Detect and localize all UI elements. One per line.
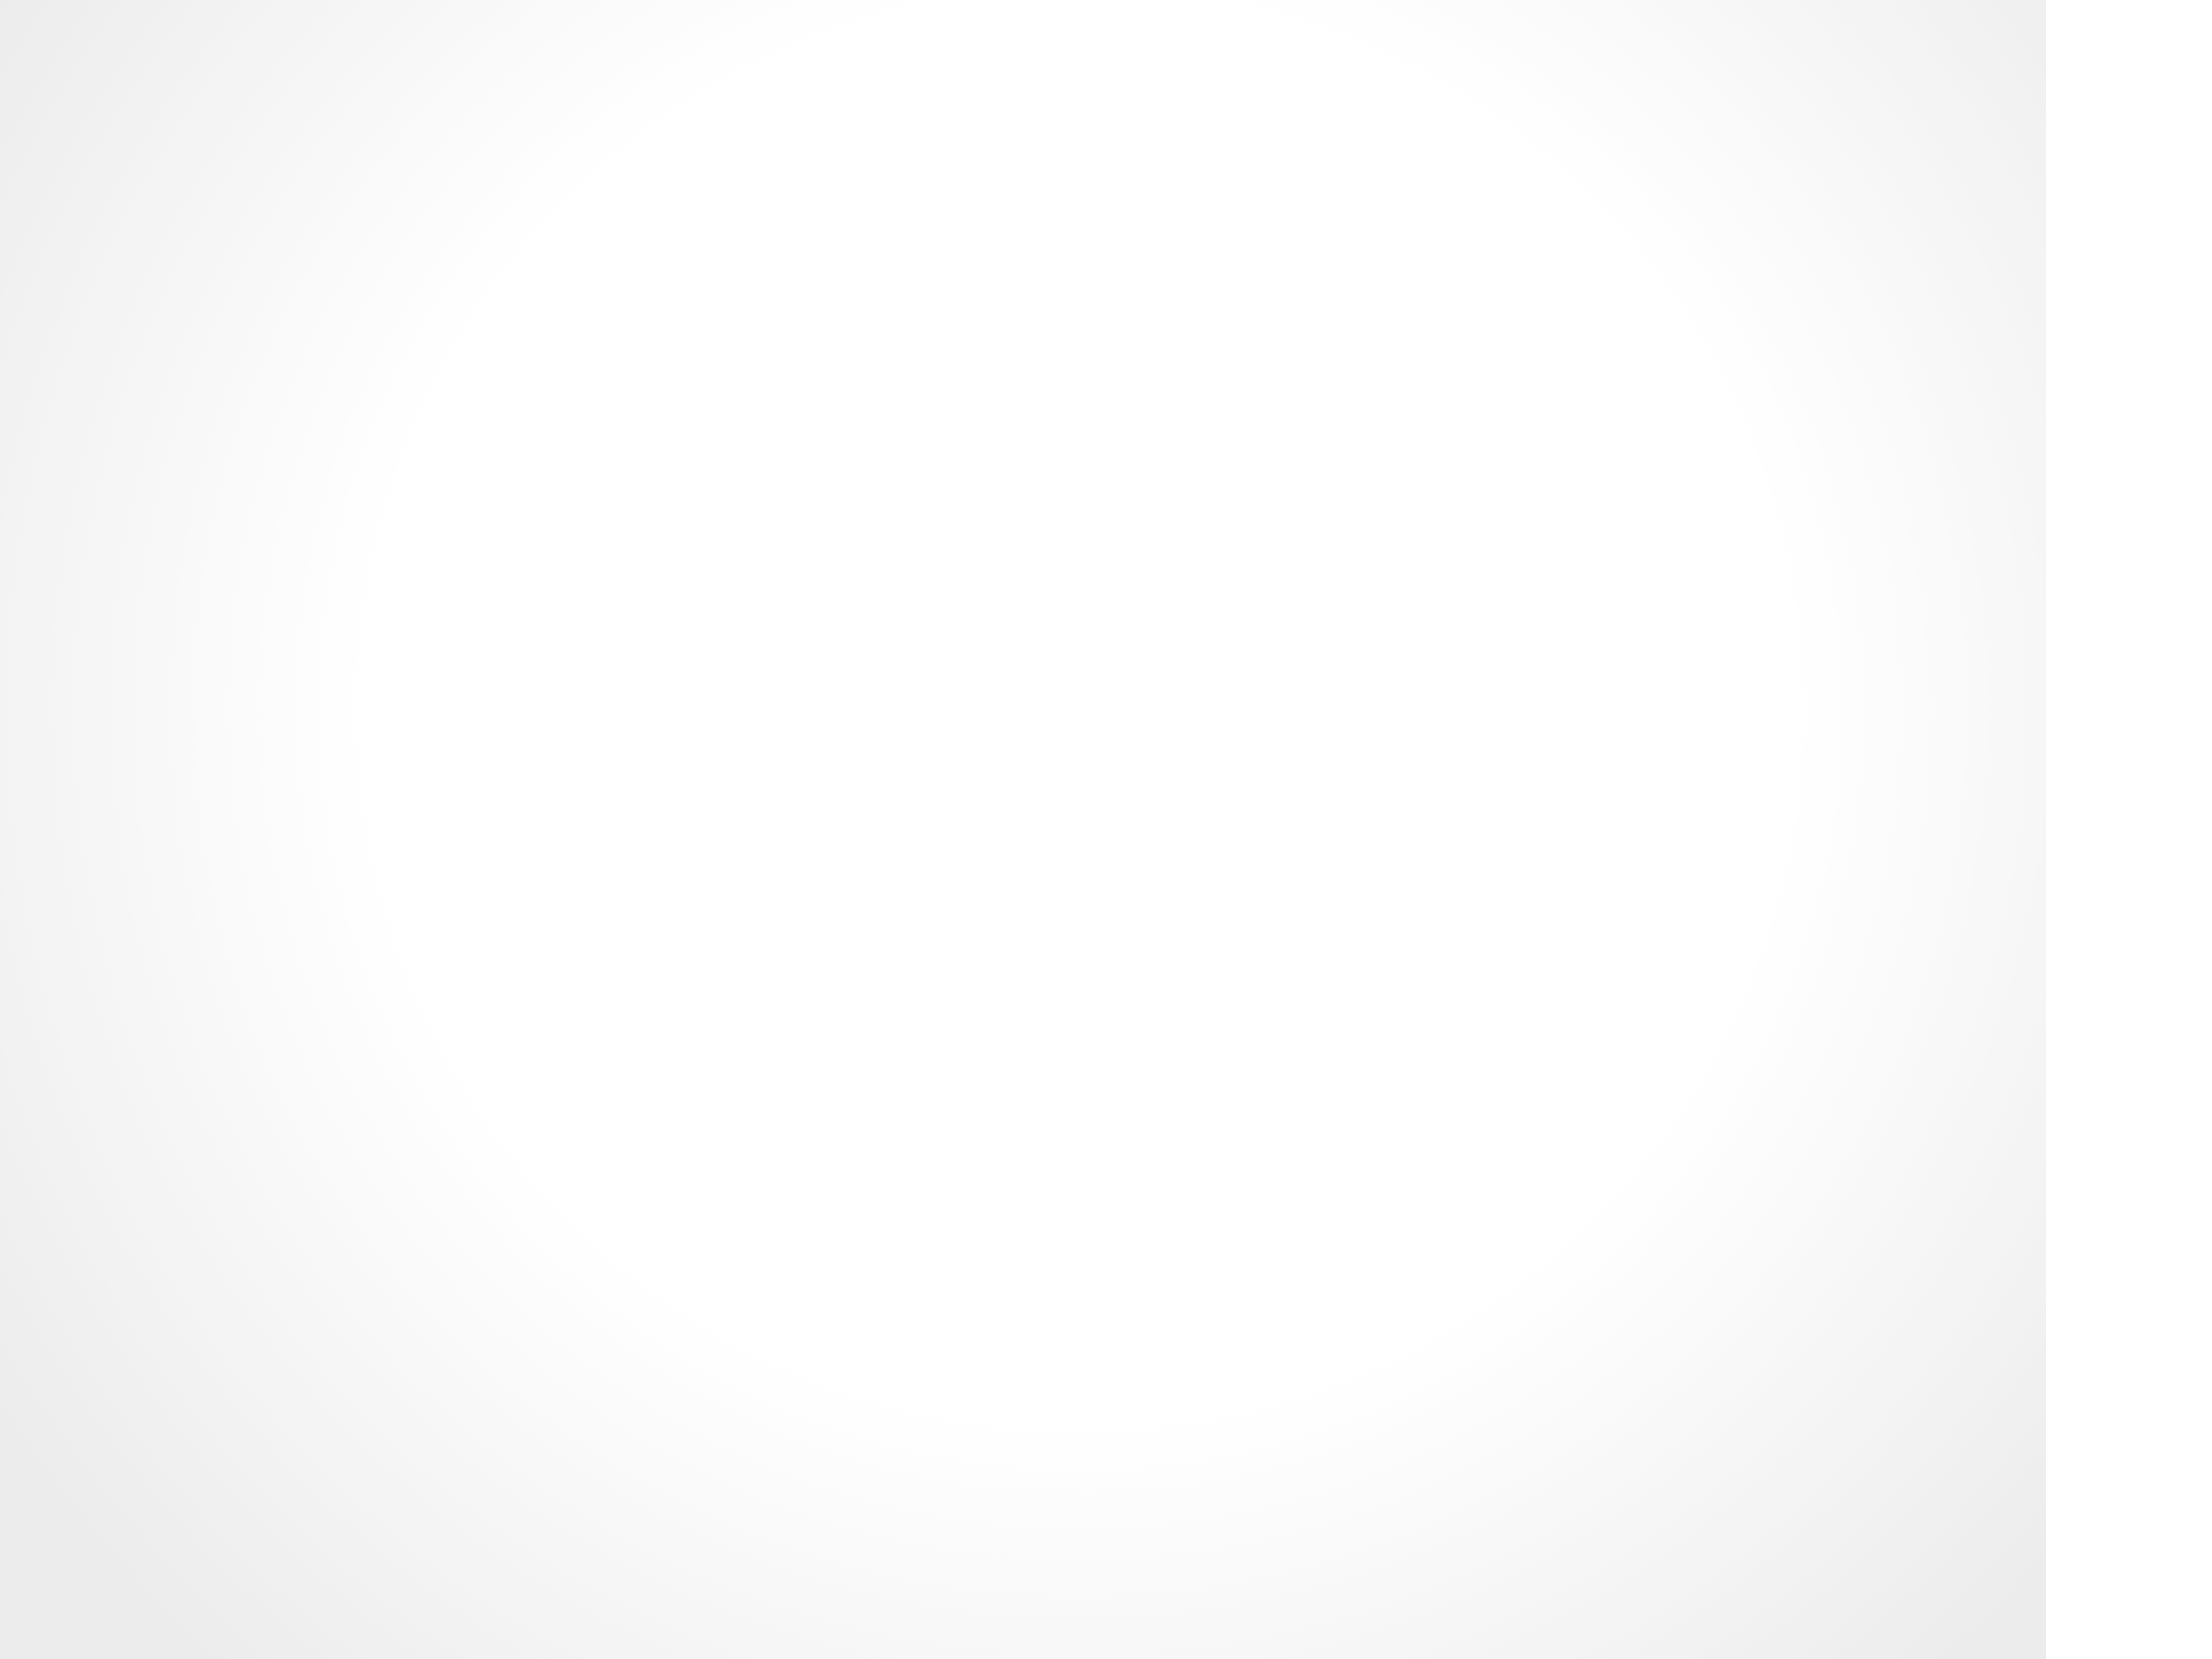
sidebar-dark-band-top bbox=[2046, 0, 2212, 1327]
decorative-sidebar bbox=[2046, 0, 2212, 1659]
sidebar-accent-band bbox=[2046, 1327, 2212, 1491]
sidebar-dark-band-bottom bbox=[2046, 1491, 2212, 1659]
